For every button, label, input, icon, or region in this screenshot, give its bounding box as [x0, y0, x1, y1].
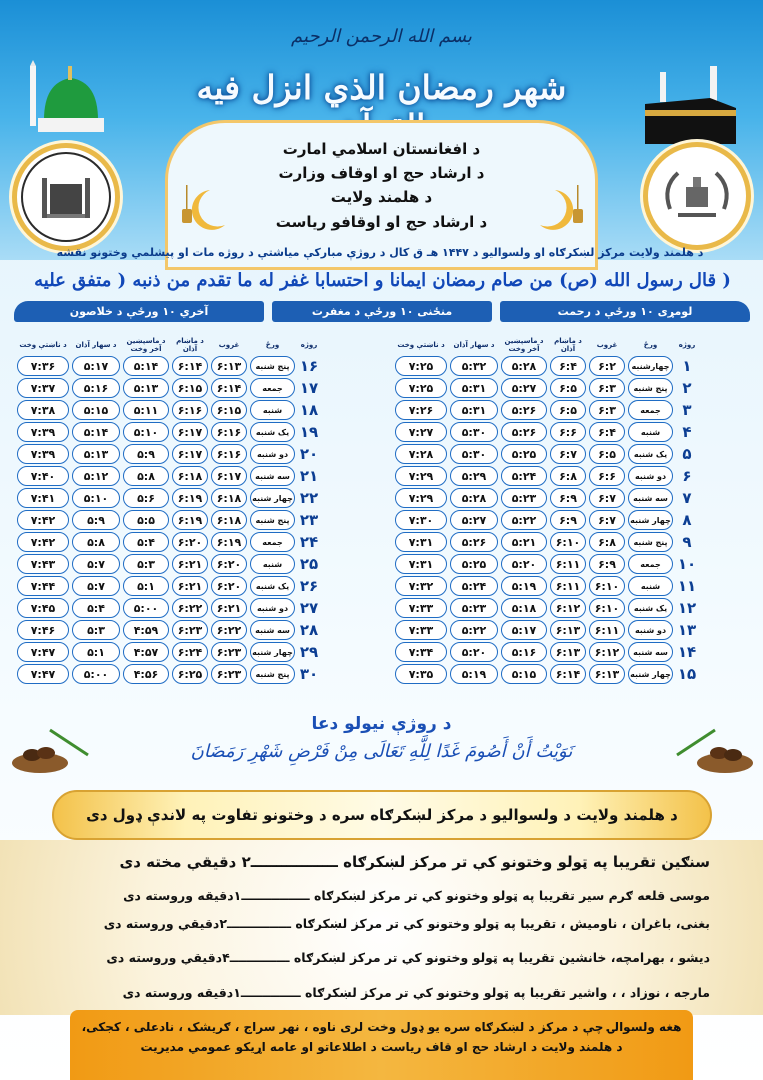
- time-cell: ۶:۲۱: [211, 598, 247, 618]
- fasting-day-number: ۲۴: [299, 533, 319, 551]
- table-row: [395, 510, 698, 530]
- difference-line: ديشو ، بهرامچه، خانشين تقريبا په ټولو وختونو کې تر مرکز لښکرګاه ــــــــــــــ۴دقيقې وروسته دی: [106, 950, 710, 965]
- time-cell: ۶:۹: [589, 554, 625, 574]
- time-cell: ۶:۱۸: [211, 488, 247, 508]
- weekday-cell: جمعه: [250, 532, 295, 552]
- weekday-cell: شنبه: [250, 554, 295, 574]
- time-cell: ۵:۱۷: [72, 356, 120, 376]
- time-cell: ۶:۵: [550, 378, 586, 398]
- time-cell: ۶:۵: [589, 444, 625, 464]
- time-cell: ۶:۲۱: [172, 554, 208, 574]
- time-cell: ۶:۱۵: [172, 378, 208, 398]
- time-cell: ۵:۳۱: [450, 378, 498, 398]
- mosque-dome-icon: [16, 60, 106, 140]
- weekday-cell: سه شنبه: [250, 466, 295, 486]
- band-first-ten-days: لومړی ۱۰ ورځې د رحمت: [500, 301, 750, 322]
- fasting-day-number: ۱۴: [677, 643, 697, 661]
- band-middle-ten-days: منځنی ۱۰ ورځې د مغفرت: [272, 301, 492, 322]
- time-cell: ۵:۴: [72, 598, 120, 618]
- column-header: د ناښتې وخت: [397, 340, 445, 349]
- table-row: [395, 356, 698, 376]
- column-header: غروب: [218, 340, 240, 349]
- time-cell: ۶:۱۳: [211, 356, 247, 376]
- time-cell: ۶:۹: [550, 488, 586, 508]
- org-line-province: د هلمند ولايت: [330, 188, 433, 206]
- time-cell: ۵:۲۲: [450, 620, 498, 640]
- time-cell: ۶:۲۳: [211, 642, 247, 662]
- time-cell: ۵:۲۱: [501, 532, 547, 552]
- ministry-logo: [12, 143, 120, 251]
- time-cell: ۵:۶: [123, 488, 169, 508]
- time-cell: ۶:۴: [550, 356, 586, 376]
- crescent-moon-icon: [180, 185, 230, 235]
- time-cell: ۷:۴۴: [17, 576, 69, 596]
- time-cell: ۵:۲۶: [501, 400, 547, 420]
- weekday-cell: جمعه: [250, 378, 295, 398]
- table-row: [395, 664, 698, 684]
- weekday-cell: یک شنبه: [250, 422, 295, 442]
- time-cell: ۵:۲۰: [450, 642, 498, 662]
- time-cell: ۶:۲۰: [172, 532, 208, 552]
- weekday-cell: چهار شنبه: [250, 642, 295, 662]
- time-cell: ۶:۱۱: [550, 554, 586, 574]
- table-row: [17, 620, 320, 640]
- footer-line-directorate: د هلمند ولايت د ارشاد حج او قاف رياست د اطلاعاتو او عامه اړيکو عمومي مديريت: [140, 1040, 623, 1054]
- time-cell: ۷:۳۷: [17, 378, 69, 398]
- org-line-emirate: د افغانستان اسلامي امارت: [282, 140, 481, 158]
- weekday-cell: جمعه: [628, 554, 673, 574]
- time-cell: ۷:۴۶: [17, 620, 69, 640]
- fasting-day-number: ۱۶: [299, 357, 319, 375]
- time-cell: ۵:۲۲: [501, 510, 547, 530]
- time-cell: ۶:۲۴: [172, 642, 208, 662]
- time-cell: ۵:۱۶: [72, 378, 120, 398]
- time-cell: ۵:۳: [72, 620, 120, 640]
- column-header: روژه: [300, 340, 318, 349]
- time-cell: ۵:۲۸: [450, 488, 498, 508]
- band-last-ten-days: آخري ۱۰ ورځې د خلاصون: [14, 301, 264, 322]
- column-header: د ناښتې وخت: [19, 340, 67, 349]
- time-cell: ۶:۱۵: [211, 400, 247, 420]
- time-cell: ۶:۳: [589, 400, 625, 420]
- fasting-day-number: ۸: [682, 511, 692, 529]
- table-row: [17, 400, 320, 420]
- time-cell: ۷:۴۱: [17, 488, 69, 508]
- fasting-day-number: ۳: [682, 401, 692, 419]
- time-cell: ۷:۴۵: [17, 598, 69, 618]
- fasting-dua-title: د روژې نيولو دعا: [311, 714, 452, 734]
- time-cell: ۵:۸: [72, 532, 120, 552]
- time-cell: ۶:۲۱: [172, 576, 208, 596]
- time-cell: ۷:۲۷: [395, 422, 447, 442]
- time-cell: ۷:۳۰: [395, 510, 447, 530]
- column-header: روژه: [678, 340, 696, 349]
- table-row: [395, 422, 698, 442]
- weekday-cell: پنج شنبه: [628, 532, 673, 552]
- footer-line-districts: هغه ولسوالۍ چې د مرکز د لښکرګاه سره يو ډول وخت لری ناوه ، نهر سراج ، ګريشک ، نادعلی ، کجکی،: [81, 1020, 682, 1034]
- fasting-day-number: ۲۸: [299, 621, 319, 639]
- weekday-cell: چهار شنبه: [628, 664, 673, 684]
- time-cell: ۵:۲۴: [501, 466, 547, 486]
- weekday-cell: چهارشنبه: [628, 356, 673, 376]
- time-cell: ۶:۱۶: [211, 444, 247, 464]
- time-cell: ۵:۱۵: [72, 400, 120, 420]
- time-cell: ۶:۱۴: [211, 378, 247, 398]
- weekday-cell: جمعه: [628, 400, 673, 420]
- weekday-cell: دو شنبه: [250, 444, 295, 464]
- difference-line: بغنی، باغران ، ناوميش ، تقريبا په ټولو وختونو کې تر مرکز لښکرګاه ـــــــــــــــ۲دقيقې وروسته دی: [103, 916, 710, 931]
- crescent-moon-icon: [535, 185, 585, 235]
- time-cell: ۶:۱۳: [550, 620, 586, 640]
- fasting-day-number: ۱۹: [299, 423, 319, 441]
- time-cell: ۶:۶: [589, 466, 625, 486]
- time-cell: ۶:۱۶: [211, 422, 247, 442]
- time-cell: ۶:۹: [550, 510, 586, 530]
- table-row: [395, 598, 698, 618]
- table-row: [17, 422, 320, 442]
- fasting-day-number: ۳۰: [299, 665, 319, 683]
- fasting-day-number: ۱۱: [677, 577, 697, 595]
- column-header: ورځ: [643, 340, 658, 349]
- column-header: غروب: [596, 340, 618, 349]
- time-cell: ۶:۱۱: [589, 620, 625, 640]
- fasting-day-number: ۲۳: [299, 511, 319, 529]
- fasting-day-number: ۲۲: [299, 489, 319, 507]
- time-cell: ۷:۳۱: [395, 532, 447, 552]
- time-cell: ۶:۷: [589, 488, 625, 508]
- time-cell: ۶:۷: [550, 444, 586, 464]
- weekday-cell: سه شنبه: [250, 620, 295, 640]
- fasting-day-number: ۴: [682, 423, 692, 441]
- table-row: [395, 576, 698, 596]
- time-cell: ۶:۱۷: [211, 466, 247, 486]
- time-cell: ۶:۱۴: [172, 356, 208, 376]
- column-header: د ماښام آذان: [554, 336, 582, 353]
- fasting-day-number: ۱۳: [677, 621, 697, 639]
- fasting-day-number: ۲۷: [299, 599, 319, 617]
- time-cell: ۷:۲۸: [395, 444, 447, 464]
- table-row: [395, 400, 698, 420]
- time-cell: ۶:۲۳: [211, 664, 247, 684]
- table-row: [17, 664, 320, 684]
- fasting-day-number: ۱۵: [677, 665, 697, 683]
- column-header: د سهار آذان: [453, 340, 495, 349]
- time-cell: ۵:۳: [123, 554, 169, 574]
- difference-line: سنګين تقريبا په ټولو وختونو کې تر مرکز لښکرګاه ـــــــــــــــــ۲ دقيقې مخته دی: [119, 853, 710, 871]
- time-cell: ۷:۲۹: [395, 488, 447, 508]
- time-cell: ۵:۲۵: [501, 444, 547, 464]
- time-cell: ۶:۲۳: [172, 620, 208, 640]
- time-cell: ۷:۳۳: [395, 620, 447, 640]
- time-cell: ۶:۸: [550, 466, 586, 486]
- weekday-cell: پنج شنبه: [250, 356, 295, 376]
- time-cell: ۶:۲۲: [172, 598, 208, 618]
- time-cell: ۷:۴۲: [17, 532, 69, 552]
- table-row: [395, 466, 698, 486]
- org-line-directorate: د ارشاد حج او اوقافو رياست: [275, 213, 488, 231]
- column-header: د ماسپښين آخر وخت: [504, 336, 544, 353]
- weekday-cell: شنبه: [628, 422, 673, 442]
- time-cell: ۶:۱۲: [589, 642, 625, 662]
- fasting-day-number: ۲۹: [299, 643, 319, 661]
- table-row: [395, 620, 698, 640]
- time-cell: ۵:۱۵: [501, 664, 547, 684]
- time-cell: ۷:۴۳: [17, 554, 69, 574]
- fasting-day-number: ۱۲: [677, 599, 697, 617]
- time-cell: ۶:۱۹: [211, 532, 247, 552]
- fasting-day-number: ۲۰: [299, 445, 319, 463]
- time-cell: ۶:۱۰: [589, 598, 625, 618]
- basmala-calligraphy: بسم الله الرحمن الرحيم: [291, 26, 472, 47]
- timetable-days-16-30: [14, 333, 323, 686]
- time-cell: ۷:۳۹: [17, 422, 69, 442]
- weekday-cell: سه شنبه: [628, 642, 673, 662]
- fasting-day-number: ۲: [682, 379, 692, 397]
- table-row: [395, 532, 698, 552]
- weekday-cell: سه شنبه: [628, 488, 673, 508]
- table-row: [395, 488, 698, 508]
- time-cell: ۶:۲: [589, 356, 625, 376]
- time-cell: ۵:۲۳: [501, 488, 547, 508]
- weekday-cell: شنبه: [628, 576, 673, 596]
- time-cell: ۷:۴۲: [17, 510, 69, 530]
- time-cell: ۵:۱۲: [72, 466, 120, 486]
- table-row: [17, 488, 320, 508]
- weekday-cell: چهار شنبه: [628, 510, 673, 530]
- time-cell: ۵:۰۰: [123, 598, 169, 618]
- time-cell: ۵:۱۱: [123, 400, 169, 420]
- column-header: د سهار آذان: [75, 340, 117, 349]
- fasting-day-number: ۷: [682, 489, 692, 507]
- time-cell: ۵:۱۹: [501, 576, 547, 596]
- time-cell: ۵:۷: [72, 576, 120, 596]
- fasting-day-number: ۶: [682, 467, 692, 485]
- time-cell: ۵:۴: [123, 532, 169, 552]
- weekday-cell: پنج شنبه: [628, 378, 673, 398]
- time-cell: ۵:۳۱: [450, 400, 498, 420]
- time-cell: ۵:۳۲: [450, 356, 498, 376]
- org-line-ministry: د ارشاد حج او اوقاف وزارت: [278, 164, 485, 182]
- quran-verse-calligraphy: شهر رمضان الذي انزل فيه: [196, 68, 567, 107]
- weekday-cell: پنج شنبه: [250, 510, 295, 530]
- time-cell: ۷:۲۶: [395, 400, 447, 420]
- time-cell: ۵:۳۰: [450, 444, 498, 464]
- fasting-day-number: ۱: [682, 357, 692, 375]
- time-cell: ۷:۳۹: [17, 444, 69, 464]
- time-cell: ۶:۱۳: [589, 664, 625, 684]
- time-cell: ۶:۱۰: [550, 532, 586, 552]
- time-cell: ۶:۵: [550, 400, 586, 420]
- time-cell: ۶:۱۲: [550, 598, 586, 618]
- time-cell: ۵:۱۴: [72, 422, 120, 442]
- time-cell: ۷:۳۱: [395, 554, 447, 574]
- time-cell: ۵:۱۳: [123, 378, 169, 398]
- fasting-day-number: ۱۸: [299, 401, 319, 419]
- time-cell: ۵:۲۵: [450, 554, 498, 574]
- time-cell: ۴:۵۶: [123, 664, 169, 684]
- table-row: [395, 378, 698, 398]
- table-row: [395, 554, 698, 574]
- time-cell: ۶:۱۳: [550, 642, 586, 662]
- time-cell: ۵:۲۰: [501, 554, 547, 574]
- table-row: [395, 642, 698, 662]
- table-row: [17, 444, 320, 464]
- weekday-cell: یک شنبه: [628, 598, 673, 618]
- time-cell: ۵:۱۸: [501, 598, 547, 618]
- time-cell: ۶:۲۰: [211, 554, 247, 574]
- time-cell: ۶:۲۰: [211, 576, 247, 596]
- table-row: [17, 598, 320, 618]
- time-cell: ۵:۲۳: [450, 598, 498, 618]
- fasting-day-number: ۱۷: [299, 379, 319, 397]
- time-cell: ۶:۱۸: [211, 510, 247, 530]
- time-cell: ۵:۱۰: [123, 422, 169, 442]
- table-row: [17, 510, 320, 530]
- fasting-day-number: ۲۶: [299, 577, 319, 595]
- time-cell: ۶:۱۶: [172, 400, 208, 420]
- table-row: [17, 356, 320, 376]
- time-cell: ۶:۱۹: [172, 510, 208, 530]
- weekday-cell: دو شنبه: [628, 620, 673, 640]
- time-cell: ۶:۱۹: [172, 488, 208, 508]
- time-cell: ۵:۲۶: [450, 532, 498, 552]
- time-cell: ۶:۱۸: [172, 466, 208, 486]
- fasting-day-number: ۵: [682, 445, 692, 463]
- time-cell: ۶:۱۱: [550, 576, 586, 596]
- weekday-cell: یک شنبه: [628, 444, 673, 464]
- column-header: د ماښام آذان: [176, 336, 204, 353]
- time-cell: ۵:۱: [72, 642, 120, 662]
- time-cell: ۵:۱۰: [72, 488, 120, 508]
- time-cell: ۵:۲۹: [450, 466, 498, 486]
- time-cell: ۷:۲۵: [395, 378, 447, 398]
- decade-bands: [0, 301, 763, 323]
- time-cell: ۷:۲۵: [395, 356, 447, 376]
- time-cell: ۵:۱۴: [123, 356, 169, 376]
- time-cell: ۶:۳: [589, 378, 625, 398]
- time-cell: ۵:۹: [72, 510, 120, 530]
- table-row: [17, 466, 320, 486]
- fasting-day-number: ۲۱: [299, 467, 319, 485]
- difference-line: موسی قلعه ګرم سير تقريبا په ټولو وختونو کې تر مرکز لښکرګاه ــــــــــــــــ۱دقيقه وروسته دی: [123, 888, 710, 903]
- weekday-cell: چهار شنبه: [250, 488, 295, 508]
- column-header: د ماسپښين آخر وخت: [126, 336, 166, 353]
- time-cell: ۵:۱۶: [501, 642, 547, 662]
- time-cell: ۵:۲۴: [450, 576, 498, 596]
- time-cell: ۵:۸: [123, 466, 169, 486]
- time-cell: ۵:۲۸: [501, 356, 547, 376]
- time-cell: ۷:۲۹: [395, 466, 447, 486]
- table-row: [17, 378, 320, 398]
- fasting-day-number: ۲۵: [299, 555, 319, 573]
- time-cell: ۷:۳۶: [17, 356, 69, 376]
- time-cell: ۵:۱۹: [450, 664, 498, 684]
- fasting-day-number: ۹: [682, 533, 692, 551]
- fasting-dua-text: نَوَيْتُ أَنْ أَصُومَ غَدًا لِلَّهِ تَعَالَى مِنْ فَرْضِ شَهْرِ رَمَضَانَ: [190, 741, 573, 762]
- timetable-subtitle: د هلمند ولايت مرکز لښکرګاه او ولسواليو د ۱۴۴۷ هـ ق کال د روژې مبارکې مياشتې د روژه مات او پيشلمي وختونو نقشه: [56, 246, 704, 259]
- emirate-emblem-logo: [643, 142, 751, 250]
- difference-heading: د هلمند ولايت د ولسواليو د مرکز لښکرګاه سره د وختونو تفاوت په لاندې ډول دی: [52, 790, 712, 840]
- time-cell: ۷:۳۵: [395, 664, 447, 684]
- time-cell: ۶:۱۷: [172, 444, 208, 464]
- footer-banner: [70, 1010, 693, 1080]
- time-cell: ۵:۱۳: [72, 444, 120, 464]
- time-cell: ۵:۲۷: [450, 510, 498, 530]
- timetable-days-1-15: [392, 333, 701, 686]
- time-cell: ۶:۲۵: [172, 664, 208, 684]
- time-cell: ۴:۵۷: [123, 642, 169, 662]
- weekday-cell: شنبه: [250, 400, 295, 420]
- weekday-cell: دو شنبه: [250, 598, 295, 618]
- time-cell: ۷:۴۷: [17, 642, 69, 662]
- time-cell: ۵:۵: [123, 510, 169, 530]
- time-cell: ۶:۴: [589, 422, 625, 442]
- fasting-day-number: ۱۰: [677, 555, 697, 573]
- table-row: [17, 532, 320, 552]
- weekday-cell: دو شنبه: [628, 466, 673, 486]
- time-cell: ۶:۷: [589, 510, 625, 530]
- table-row: [395, 444, 698, 464]
- time-cell: ۵:۲۶: [501, 422, 547, 442]
- time-cell: ۵:۰۰: [72, 664, 120, 684]
- hadith-text: ( قال رسول الله (ص) من صام رمضان ايمانا و احتسابا غفر له ما تقدم من ذنبه ( متفق عليه: [34, 270, 731, 291]
- time-cell: ۵:۳۰: [450, 422, 498, 442]
- table-row: [17, 576, 320, 596]
- table-header-row: [395, 335, 698, 354]
- weekday-cell: پنج شنبه: [250, 664, 295, 684]
- column-header: ورځ: [265, 340, 280, 349]
- time-cell: ۶:۲۲: [211, 620, 247, 640]
- time-cell: ۷:۳۳: [395, 598, 447, 618]
- time-cell: ۶:۸: [589, 532, 625, 552]
- time-cell: ۵:۱۷: [501, 620, 547, 640]
- time-cell: ۷:۳۴: [395, 642, 447, 662]
- time-cell: ۷:۳۲: [395, 576, 447, 596]
- time-cell: ۵:۹: [123, 444, 169, 464]
- time-cell: ۵:۲۷: [501, 378, 547, 398]
- time-cell: ۷:۴۰: [17, 466, 69, 486]
- table-row: [17, 642, 320, 662]
- time-cell: ۶:۶: [550, 422, 586, 442]
- time-cell: ۵:۱: [123, 576, 169, 596]
- time-cell: ۷:۴۷: [17, 664, 69, 684]
- time-cell: ۷:۳۸: [17, 400, 69, 420]
- time-cell: ۶:۱۴: [550, 664, 586, 684]
- time-cell: ۵:۷: [72, 554, 120, 574]
- kaaba-icon: [640, 66, 740, 146]
- weekday-cell: یک شنبه: [250, 576, 295, 596]
- time-cell: ۴:۵۹: [123, 620, 169, 640]
- table-header-row: [17, 335, 320, 354]
- difference-line: مارجه ، نوزاد ، ، واشير تقريبا په ټولو وختونو کې تر مرکز لښکرګاه ــــــــــــــ۱دقيقه وروسته دی: [122, 985, 710, 1000]
- time-cell: ۶:۱۰: [589, 576, 625, 596]
- time-cell: ۶:۱۷: [172, 422, 208, 442]
- table-row: [17, 554, 320, 574]
